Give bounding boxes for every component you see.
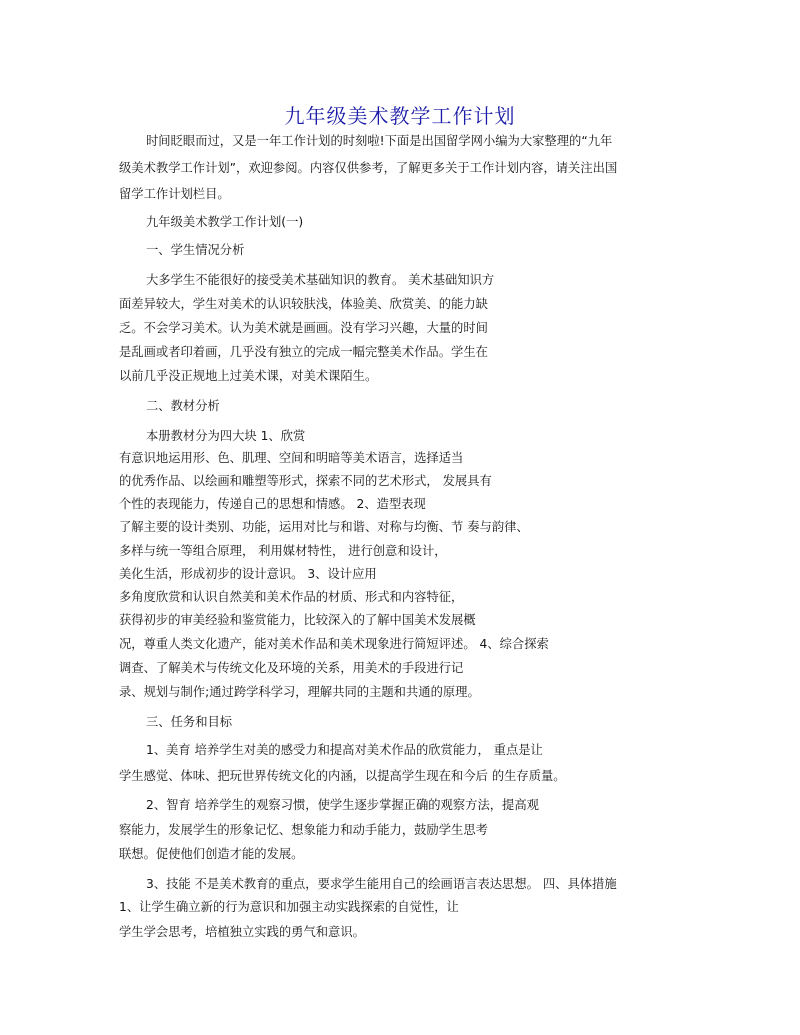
section-heading: 一、学生情况分析 [146,243,245,257]
body-line: 个性的表现能力，传递自己的思想和情感。 2、造型表现 [119,497,426,511]
body-line: 联想。促使他们创造才能的发展。 [119,847,304,861]
body-line: 留学工作计划栏目。 [119,187,230,201]
body-line: 级美术教学工作计划”，欢迎参阅。内容仅供参考，了解更多关于工作计划内容，请关注出国 [119,161,618,175]
body-line: 本册教材分为四大块 1、欣赏 [146,429,306,443]
body-line: 的优秀作品、以绘画和雕塑等形式，探索不同的艺术形式， 发展具有 [119,474,492,488]
body-line: 2、智育 培养学生的观察习惯，使学生逐步掌握正确的观察方法，提高观 [146,798,539,812]
section-heading: 九年级美术教学工作计划(一) [146,215,304,229]
body-line: 1、让学生确立新的行为意识和加强主动实践探索的自觉性，让 [119,900,459,914]
body-line: 以前几乎没正规地上过美术课，对美术课陌生。 [119,369,378,383]
body-line: 况，尊重人类文化遗产，能对美术作品和美术现象进行简短评述。 4、综合探索 [119,637,549,651]
body-line: 多样与统一等组合原理， 利用媒材特性， 进行创意和设计， [119,544,447,558]
body-line: 察能力，发展学生的形象记忆、想象能力和动手能力，鼓励学生思考 [119,823,488,837]
document-title: 九年级美术教学工作计划 [284,104,516,128]
body-line: 调查、了解美术与传统文化及环境的关系，用美术的手段进行记 [119,661,464,675]
body-line: 乏。不会学习美术。认为美术就是画画。没有学习兴趣，大量的时间 [119,321,488,335]
body-line: 获得初步的审美经验和鉴赏能力，比较深入的了解中国美术发展概 [119,613,476,627]
body-line: 多角度欣赏和认识自然美和美术作品的材质、形式和内容特征， [119,590,464,604]
body-line: 时间眨眼而过，又是一年工作计划的时刻啦!下面是出国留学网小编为大家整理的“九年 [146,134,613,148]
body-line: 3、技能 不是美术教育的重点，要求学生能用自己的绘画语言表达思想。 四、具体措施 [146,877,617,891]
body-line: 有意识地运用形、色、肌理、空间和明暗等美术语言，选择适当 [119,451,464,465]
body-line: 大多学生不能很好的接受美术基础知识的教育。 美术基础知识方 [146,273,495,287]
body-line: 了解主要的设计类别、功能，运用对比与和谐、对称与均衡、节 奏与韵律、 [119,520,529,534]
body-line: 学生感觉、体味、把玩世界传统文化的内涵，以提高学生现在和今后 的生存质量。 [119,769,566,783]
body-line: 是乱画或者印着画，几乎没有独立的完成一幅完整美术作品。学生在 [119,345,488,359]
section-heading: 三、任务和目标 [146,715,233,729]
section-heading: 二、教材分析 [146,399,220,413]
body-line: 录、规划与制作;通过跨学科学习，理解共同的主题和共通的原理。 [119,685,480,699]
body-line: 美化生活，形成初步的设计意识。 3、设计应用 [119,567,377,581]
body-line: 面差异较大，学生对美术的认识较肤浅，体验美、欣赏美、的能力缺 [119,297,488,311]
body-line: 1、美育 培养学生对美的感受力和提高对美术作品的欣赏能力， 重点是让 [146,743,543,757]
body-line: 学生学会思考，培植独立实践的勇气和意识。 [119,925,365,939]
